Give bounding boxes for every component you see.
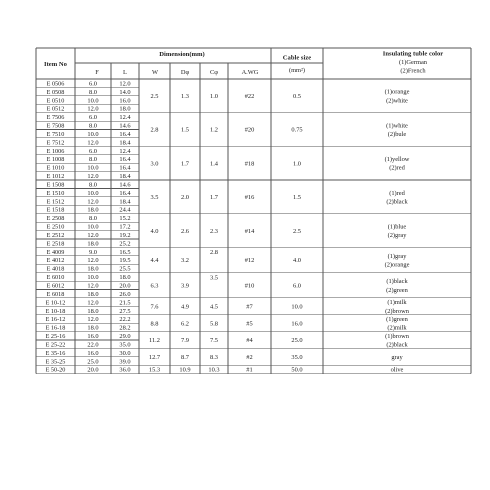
f-value-cell: 10.0: [87, 97, 99, 105]
cable-size-cell: 50.0: [291, 366, 303, 374]
f-value-cell: 25.0: [87, 358, 99, 366]
c-phi-value-cell: 2.3: [210, 227, 218, 235]
l-value-cell: 18.4: [119, 173, 131, 181]
c-phi-value-cell: 1.7: [210, 194, 218, 202]
d-phi-value-cell: 6.2: [181, 320, 189, 328]
item-number-cell: E 0512: [46, 105, 65, 113]
header-item-no: Item No: [44, 61, 67, 68]
item-number-cell: E 35-25: [45, 358, 66, 366]
w-value-cell: 2.8: [150, 126, 159, 134]
w-value-cell: 15.3: [148, 366, 161, 374]
header-awg: A.WG: [241, 69, 259, 76]
color-german-cell: (1)green: [386, 316, 408, 324]
l-value-cell: 16.4: [119, 156, 131, 164]
l-value-cell: 18.4: [119, 198, 131, 206]
header-color-title: Insulating tuble color: [382, 50, 444, 58]
cable-size-cell: 25.0: [291, 337, 303, 345]
item-number-cell: E 2512: [46, 231, 65, 239]
f-value-cell: 10.0: [87, 164, 99, 172]
f-value-cell: 12.0: [87, 198, 99, 206]
f-value-cell: 8.0: [89, 215, 97, 223]
cable-size-cell: 0.5: [293, 93, 301, 101]
w-value-cell: 11.2: [149, 337, 160, 345]
color-french-cell: (2)gray: [387, 232, 407, 240]
item-number-cell: E 7512: [46, 139, 65, 147]
color-french-cell: (2)bule: [387, 131, 407, 139]
item-number-cell: E 2518: [46, 240, 65, 248]
header-dimension: Dimension(mm): [159, 51, 205, 58]
color-german-cell: (1)brown: [385, 332, 409, 340]
d-phi-value-cell: 2.0: [181, 194, 189, 202]
item-number-cell: E 25-22: [45, 341, 66, 349]
awg-value-cell: #10: [244, 282, 255, 290]
item-number-cell: E 1012: [46, 173, 65, 181]
item-number-cell: E 16-12: [45, 316, 66, 324]
w-value-cell: 3.5: [150, 194, 159, 202]
header-color-german: (1)German: [398, 59, 428, 66]
l-value-cell: 12.4: [119, 114, 131, 122]
f-value-cell: 6.0: [89, 80, 97, 88]
l-value-cell: 39.0: [119, 358, 131, 366]
f-value-cell: 12.0: [87, 139, 99, 147]
w-value-cell: 8.8: [150, 320, 159, 328]
w-value-cell: 3.0: [150, 160, 159, 168]
f-value-cell: 6.0: [89, 114, 97, 122]
l-value-cell: 16.4: [119, 189, 131, 197]
item-number-cell: E 4012: [46, 257, 65, 265]
w-value-cell: 7.6: [150, 303, 159, 311]
d-phi-value-cell: 8.7: [181, 354, 189, 362]
color-german-cell: (1)gray: [387, 252, 407, 260]
header-c-phi: Cφ: [210, 69, 218, 76]
item-number-cell: E 7506: [46, 114, 65, 122]
color-german-cell: (1)yellow: [384, 156, 410, 164]
c-phi-value-cell: 8.3: [210, 354, 218, 362]
f-value-cell: 8.0: [89, 181, 97, 189]
awg-value-cell: #4: [246, 337, 253, 345]
cable-size-cell: 35.0: [291, 354, 303, 362]
f-value-cell: 18.0: [87, 290, 99, 298]
l-value-cell: 30.0: [119, 349, 131, 357]
item-number-cell: E 1508: [46, 181, 65, 189]
f-value-cell: 18.0: [87, 206, 99, 214]
l-value-cell: 26.0: [119, 290, 131, 298]
item-number-cell: E 2508: [46, 215, 65, 223]
l-value-cell: 14.6: [119, 122, 131, 130]
l-value-cell: 20.0: [119, 282, 131, 290]
f-value-cell: 16.0: [87, 349, 99, 357]
f-value-cell: 18.0: [87, 240, 99, 248]
d-phi-value-cell: 1.5: [181, 126, 189, 134]
l-value-cell: 15.2: [119, 215, 131, 223]
f-value-cell: 12.0: [87, 231, 99, 239]
awg-value-cell: #7: [246, 303, 253, 311]
awg-value-cell: #12: [244, 257, 255, 265]
l-value-cell: 16.0: [119, 97, 131, 105]
c-phi-value-cell: 5.8: [210, 320, 218, 328]
color-french-cell: (2)red: [389, 164, 405, 172]
d-phi-value-cell: 1.7: [181, 160, 189, 168]
d-phi-value-cell: 3.9: [181, 282, 189, 290]
f-value-cell: 10.0: [87, 274, 99, 282]
item-number-cell: E 1008: [46, 156, 65, 164]
c-phi-value-cell: 1.0: [210, 93, 218, 101]
item-number-cell: E 4009: [46, 248, 65, 256]
f-value-cell: 6.0: [89, 147, 97, 155]
color-french-cell: (2)milk: [387, 324, 407, 332]
color-french-cell: (2)orange: [384, 261, 410, 269]
c-phi-value-cell: 1.2: [210, 126, 218, 134]
item-number-cell: E 7508: [46, 122, 65, 130]
c-phi-value-cell: 1.4: [210, 160, 218, 168]
f-value-cell: 12.0: [87, 299, 99, 307]
item-number-cell: E 4018: [46, 265, 65, 273]
c-phi-value-cell: 10.3: [208, 366, 220, 374]
item-number-cell: E 7510: [46, 130, 65, 138]
item-number-cell: E 1518: [46, 206, 65, 214]
color-french-cell: (2)black: [386, 341, 408, 349]
item-number-cell: E 0510: [46, 97, 65, 105]
item-number-cell: E 50-20: [45, 366, 66, 374]
awg-value-cell: #16: [244, 194, 255, 202]
f-value-cell: 8.0: [89, 156, 97, 164]
f-value-cell: 22.0: [87, 341, 99, 349]
color-german-cell: (1)red: [389, 189, 405, 197]
awg-value-cell: #20: [244, 126, 255, 134]
c-phi-value-cell: 3.5: [210, 274, 218, 282]
c-phi-value-cell: 4.5: [210, 303, 218, 311]
d-phi-value-cell: 4.9: [181, 303, 189, 311]
w-value-cell: 6.3: [150, 282, 159, 290]
f-value-cell: 12.0: [87, 282, 99, 290]
f-value-cell: 18.0: [87, 265, 99, 273]
cable-size-cell: 16.0: [291, 320, 303, 328]
c-phi-value-cell: 2.8: [210, 249, 218, 257]
f-value-cell: 20.0: [87, 366, 99, 374]
f-value-cell: 10.0: [87, 130, 99, 138]
cable-size-cell: 4.0: [293, 257, 301, 265]
header-d-phi: Dφ: [180, 69, 190, 76]
f-value-cell: 12.0: [87, 173, 99, 181]
l-value-cell: 14.6: [119, 181, 131, 189]
f-value-cell: 9.0: [89, 248, 97, 256]
l-value-cell: 16.4: [119, 164, 131, 172]
item-number-cell: E 1006: [46, 147, 65, 155]
l-value-cell: 12.4: [119, 147, 131, 155]
awg-value-cell: #22: [244, 93, 255, 101]
c-phi-value-cell: 7.5: [210, 337, 218, 345]
l-value-cell: 14.0: [119, 88, 131, 96]
header-w: W: [151, 69, 159, 76]
header-l: L: [123, 69, 127, 76]
l-value-cell: 22.2: [119, 316, 131, 324]
awg-value-cell: #14: [244, 227, 255, 235]
color-german-cell: (1)blue: [387, 223, 407, 231]
l-value-cell: 29.0: [119, 333, 131, 341]
header-cable-size: Cable size: [282, 54, 312, 62]
f-value-cell: 8.0: [89, 122, 97, 130]
awg-value-cell: #1: [246, 366, 253, 374]
l-value-cell: 21.5: [119, 299, 131, 307]
l-value-cell: 16.5: [119, 248, 131, 256]
f-value-cell: 16.0: [87, 333, 99, 341]
l-value-cell: 18.0: [119, 105, 131, 113]
l-value-cell: 18.0: [119, 274, 131, 282]
cable-size-cell: 1.0: [293, 160, 301, 168]
item-number-cell: E 1512: [46, 198, 65, 206]
l-value-cell: 19.5: [119, 257, 131, 265]
item-number-cell: E 10-18: [45, 307, 66, 315]
f-value-cell: 18.0: [87, 324, 99, 332]
l-value-cell: 12.0: [119, 80, 131, 88]
item-number-cell: E 25-16: [45, 333, 66, 341]
item-number-cell: E 6012: [46, 282, 65, 290]
header-color-french: (2)French: [400, 67, 426, 75]
l-value-cell: 36.0: [119, 366, 131, 374]
header-cable-unit: (mm²): [288, 67, 306, 74]
color-german-cell: (1)white: [386, 122, 408, 130]
l-value-cell: 28.2: [119, 324, 131, 332]
color-cell: gray: [391, 354, 403, 362]
item-number-cell: E 0506: [46, 80, 65, 88]
w-value-cell: 2.5: [150, 93, 159, 101]
d-phi-value-cell: 3.2: [181, 257, 189, 265]
f-value-cell: 10.0: [87, 189, 99, 197]
l-value-cell: 19.2: [119, 231, 131, 239]
color-french-cell: (2)brown: [385, 307, 409, 315]
f-value-cell: 12.0: [87, 105, 99, 113]
awg-value-cell: #2: [246, 354, 253, 362]
l-value-cell: 16.4: [119, 130, 131, 138]
cable-size-cell: 10.0: [291, 303, 303, 311]
item-number-cell: E 16-18: [45, 324, 66, 332]
l-value-cell: 35.0: [119, 341, 131, 349]
d-phi-value-cell: 10.9: [179, 366, 191, 374]
item-number-cell: E 35-16: [45, 349, 66, 357]
item-number-cell: E 0508: [46, 88, 65, 96]
color-cell: olive: [390, 366, 404, 374]
header-f: F: [95, 69, 99, 76]
f-value-cell: 18.0: [87, 307, 99, 315]
l-value-cell: 24.4: [119, 206, 131, 214]
cable-size-cell: 0.75: [291, 126, 303, 134]
l-value-cell: 25.5: [119, 265, 131, 273]
cable-size-cell: 1.5: [293, 194, 301, 202]
l-value-cell: 25.2: [119, 240, 131, 248]
d-phi-value-cell: 2.6: [181, 227, 189, 235]
cable-size-cell: 6.0: [293, 282, 301, 290]
l-value-cell: 18.4: [119, 139, 131, 147]
item-number-cell: E 2510: [46, 223, 65, 231]
w-value-cell: 4.0: [150, 227, 159, 235]
color-german-cell: (1)black: [386, 278, 408, 286]
item-number-cell: E 1510: [46, 189, 65, 197]
color-french-cell: (2)green: [386, 286, 408, 294]
awg-value-cell: #18: [244, 160, 255, 168]
f-value-cell: 12.0: [87, 316, 99, 324]
cable-size-cell: 2.5: [293, 227, 301, 235]
item-number-cell: E 1010: [46, 164, 65, 172]
awg-value-cell: #5: [246, 320, 253, 328]
f-value-cell: 10.0: [87, 223, 99, 231]
item-number-cell: E 10-12: [45, 299, 66, 307]
d-phi-value-cell: 1.3: [181, 93, 189, 101]
l-value-cell: 27.5: [119, 307, 131, 315]
l-value-cell: 17.2: [119, 223, 131, 231]
f-value-cell: 8.0: [89, 88, 97, 96]
d-phi-value-cell: 7.9: [181, 337, 189, 345]
w-value-cell: 4.4: [150, 257, 159, 265]
item-number-cell: E 6010: [46, 274, 65, 282]
color-german-cell: (1)orange: [384, 88, 410, 96]
color-german-cell: (1)milk: [387, 299, 407, 307]
item-number-cell: E 6018: [46, 290, 65, 298]
w-value-cell: 12.7: [148, 354, 161, 362]
color-french-cell: (2)white: [386, 97, 408, 105]
color-french-cell: (2)black: [386, 198, 408, 206]
f-value-cell: 12.0: [87, 257, 99, 265]
